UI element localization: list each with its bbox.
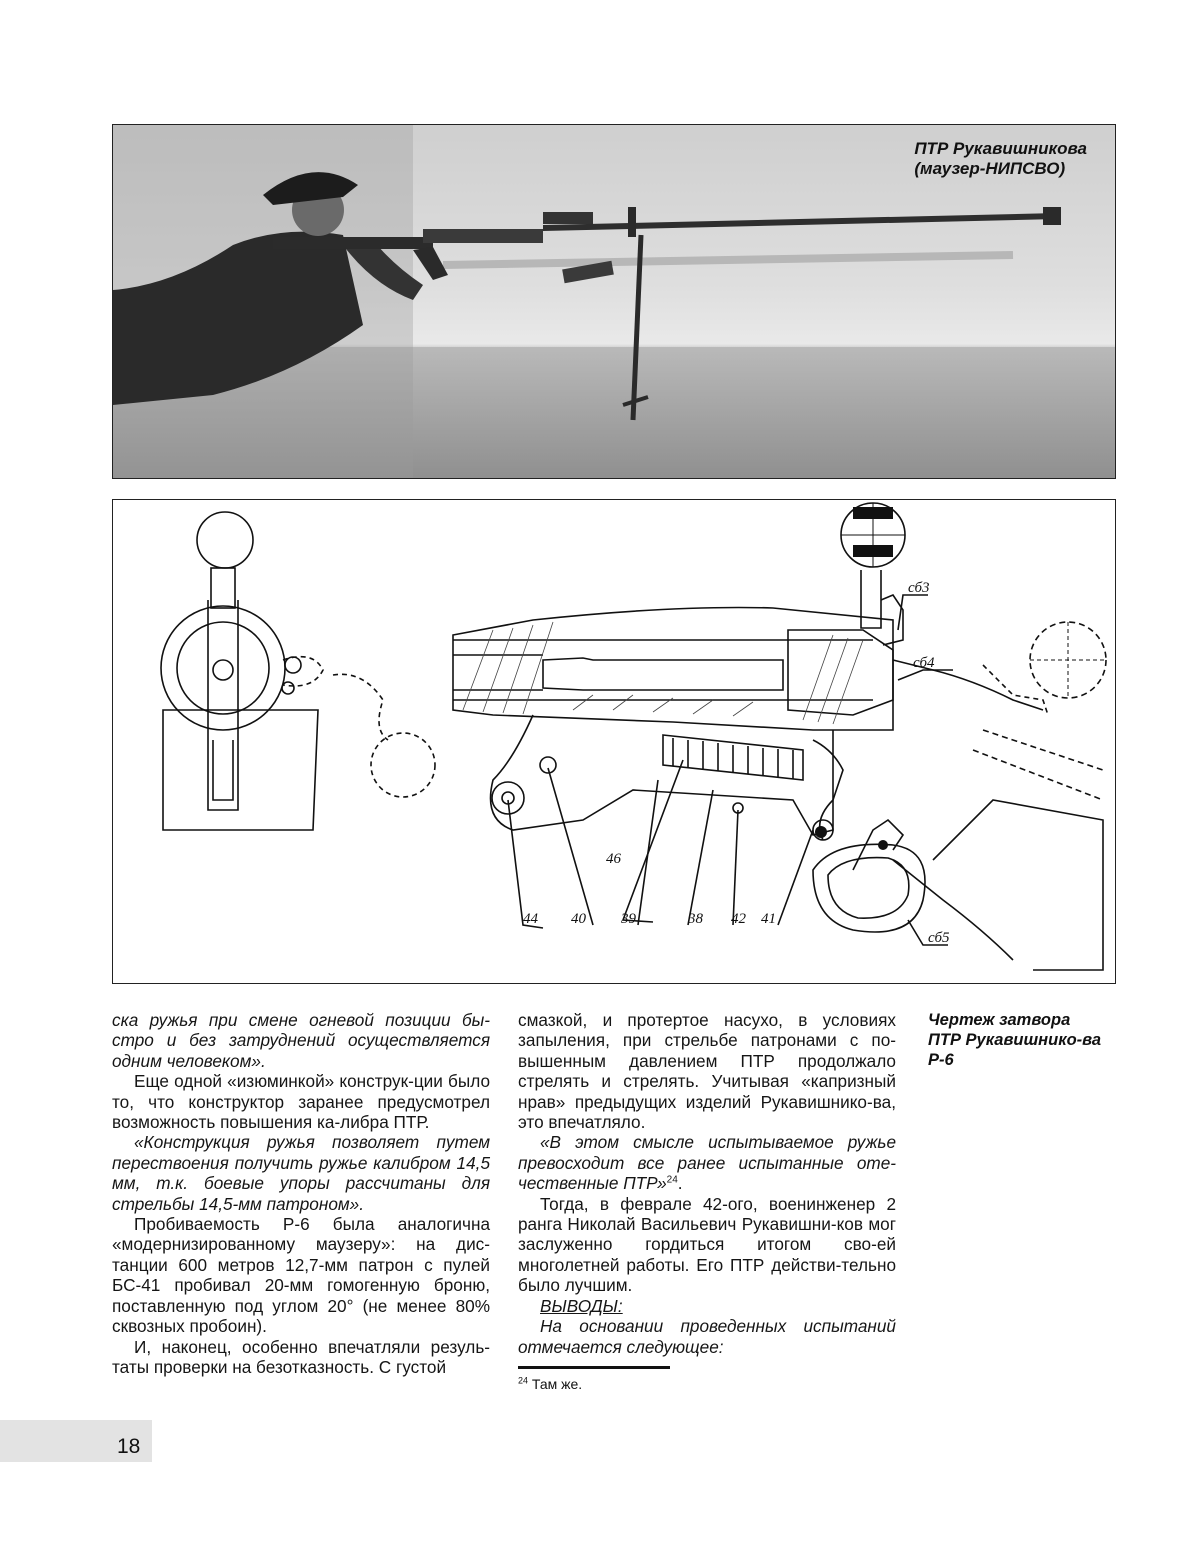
col1-paragraph-3: «Конструкция ружья позволяет путем перествоения получить ружье калибром 14,5 мм, т.к. боевые упоры рассчитаны для стрельбы 14,5-мм патроном».	[112, 1132, 490, 1214]
rifle-stock	[273, 237, 433, 249]
col2-paragraph-3: Тогда, в феврале 42-ого, военинженер 2 ранга Николай Васильевич Рукавишни-ков мог заслуженно гордиться итогом сво-ей многолетней работы. Его ПТР действи-тельно было лучшим.	[518, 1193, 896, 1296]
text-column-2	[518, 1010, 896, 1357]
page-number: 18	[117, 1435, 141, 1458]
pivot-44	[492, 782, 524, 814]
col1-paragraph-1: ска ружья при смене огневой позиции бы-стро и без затруднений осуществляется одним человеком».	[112, 1010, 490, 1071]
callout-38: 38	[688, 911, 703, 927]
drawing-illustration	[113, 500, 1116, 984]
callout-40: 40	[571, 911, 586, 927]
bolt-body	[543, 658, 783, 690]
bolt-drawing	[112, 499, 1116, 984]
muzzle-brake	[1043, 207, 1061, 225]
photo-caption-line1: ПТР Рукавишникова	[914, 139, 1087, 158]
callout-44: 44	[523, 911, 538, 927]
footnote-ref[interactable]: 24	[666, 1174, 678, 1186]
end-view-body	[161, 606, 285, 730]
footnote-number: 24	[518, 1375, 529, 1386]
col2-quote-end: .	[677, 1173, 683, 1194]
col2-quote: «В этом смысле испытываемое ружье превосходит все ранее испытанные оте-чественные ПТР»	[518, 1132, 896, 1194]
footnote	[518, 1376, 582, 1392]
callout-sb5: сб5	[928, 930, 950, 946]
col2-paragraph-2	[518, 1132, 896, 1193]
end-view-knob	[197, 512, 253, 568]
rifle-sleeve	[543, 212, 593, 224]
rifle-receiver	[423, 229, 543, 243]
receiver-section	[453, 608, 893, 731]
pistol-grip	[413, 247, 448, 280]
callout-42: 42	[731, 911, 746, 927]
callout-46: 46	[606, 851, 621, 867]
callout-sb3: сб3	[908, 580, 930, 596]
footnote-text: Там же.	[528, 1376, 583, 1392]
callout-41: 41	[761, 911, 776, 927]
knob-hatching-bottom	[853, 545, 893, 557]
footnote-rule	[518, 1366, 670, 1369]
rifle-barrel	[543, 213, 1058, 231]
callout-39: 39	[621, 911, 636, 927]
col2-paragraph-5: На основании проведенных испытаний отмечается следующее:	[518, 1316, 896, 1357]
col1-paragraph-5: И, наконец, особенно впечатляли резуль-таты проверки на безотказность. С густой	[112, 1336, 490, 1377]
drawing-caption: Чертеж затвора ПТР Рукавишнико-ва Р-6	[928, 1011, 1102, 1069]
photo-caption	[914, 139, 1087, 179]
conclusions-heading-text: ВЫВОДЫ:	[540, 1295, 623, 1316]
conclusions-heading	[518, 1296, 896, 1316]
col2-paragraph-1: смазкой, и протертое насухо, в условиях запыления, при стрельбе патронами с по-вышенным давлением ПТР продолжало стрелять и стрелять. Учитывая «капризный нрав» предыдущих изделий Рукавишнико-ва, это впечатляло.	[518, 1010, 896, 1133]
text-column-1	[112, 1010, 490, 1377]
photo-caption-line2: (маузер-НИПСВО)	[914, 159, 1066, 178]
col1-paragraph-2: Еще одной «изюминкой» конструк-ции было то, что конструктор заранее предусмотрел возможность повышения ка-либра ПТР.	[112, 1071, 490, 1133]
rifle-photo	[112, 124, 1116, 479]
knob-hatching-top	[853, 507, 893, 519]
callout-sb4: сб4	[913, 655, 935, 671]
col1-paragraph-4: Пробиваемость Р-6 была аналогична «модернизированному маузеру»: на дис-танции 600 метров 12,7-мм патрон с пулей БС-41 пробивал 20-мм гомогенную броню, поставленную под углом 20° (не менее 80% сквозных пробоин).	[112, 1214, 490, 1337]
